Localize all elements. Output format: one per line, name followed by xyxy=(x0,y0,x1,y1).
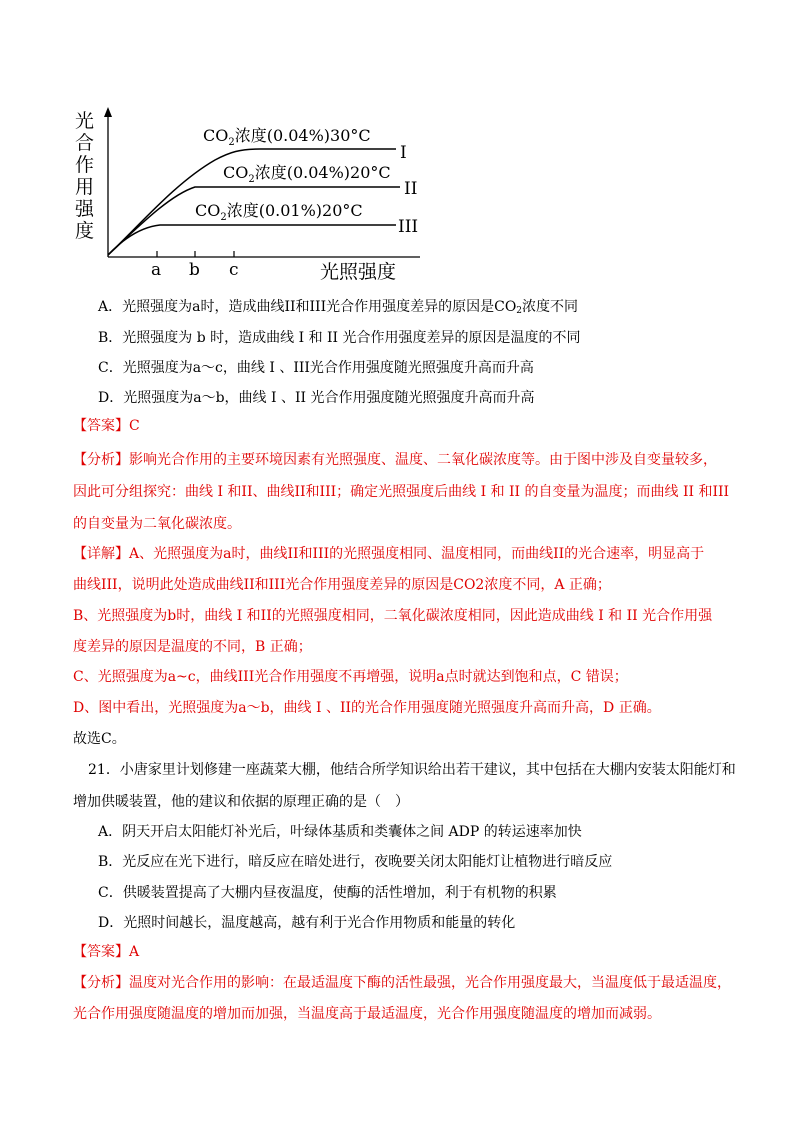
q20-option-b: B．光照强度为 b 时，造成曲线 I 和 II 光合作用强度差异的原因是温度的不同 xyxy=(98,330,581,346)
q21-option-d: D．光照时间越长，温度越高，越有利于光合作用物质和能量的转化 xyxy=(98,915,516,931)
curve-II-label xyxy=(223,163,391,185)
x-axis-label: 光照强度 xyxy=(320,261,397,283)
curve-III-label-prefix: CO xyxy=(195,201,221,220)
q21-option-c: C．供暖装置提高了大棚内昼夜温度，使酶的活性增加，利于有机物的积累 xyxy=(98,885,557,901)
q20-explanation-line: C、光照强度为a~c，曲线III光合作用强度不再增强，说明a点时就达到饱和点，C 错误； xyxy=(73,669,628,685)
curve-III xyxy=(108,225,396,255)
q20-analysis-line: 【分析】影响光合作用的主要环境因素有光照强度、温度、二氧化碳浓度等。由于图中涉及自变量较多， xyxy=(73,452,717,468)
curve-III-label xyxy=(195,201,363,223)
curve-II-label-sub: 2 xyxy=(248,174,255,185)
photosynthesis-graph xyxy=(70,105,430,285)
curve-I-label xyxy=(203,126,371,148)
q20-explanation-line: B、光照强度为b时，曲线 I 和II的光照强度相同，二氧化碳浓度相同，因此造成曲线 I 和 II 光合作用强 xyxy=(73,608,713,624)
q21-stem-line: 增加供暖装置，他的建议和依据的原理正确的是（ ） xyxy=(73,794,409,810)
curve-III-roman: III xyxy=(398,217,419,237)
curve-I-roman: I xyxy=(400,143,407,163)
curve-III-label-suffix: 浓度(0.01%)20°C xyxy=(226,201,363,220)
curve-II-label-suffix: 浓度(0.04%)20°C xyxy=(254,163,391,182)
curve-I-label-sub: 2 xyxy=(228,137,235,148)
x-tick-label-a: a xyxy=(151,260,162,280)
q20-analysis-line: 的自变量为二氧化碳浓度。 xyxy=(73,516,241,532)
q20-option-a-subscript: 2 xyxy=(516,306,523,316)
q21-option-a: A．阴天开启太阳能灯补光后，叶绿体基质和类囊体之间 ADP 的转运速率加快 xyxy=(98,824,582,840)
y-axis-label-char: 度 xyxy=(75,220,95,242)
q21-answer: 【答案】A xyxy=(73,944,140,960)
curve-I-label-suffix: 浓度(0.04%)30°C xyxy=(234,126,371,145)
q20-analysis-line: 因此可分组探究：曲线 I 和II、曲线II和III；确定光照强度后曲线 I 和 II 的自变量为温度；而曲线 II 和III xyxy=(73,484,730,500)
x-tick-label-c: c xyxy=(229,260,239,280)
q20-explanation-line: 【详解】A、光照强度为a时，曲线II和III的光照强度相同、温度相同，而曲线II的光合速率，明显高于 xyxy=(73,546,705,562)
y-axis-arrow xyxy=(104,107,112,117)
q21-stem-line: 21．小唐家里计划修建一座蔬菜大棚，他结合所学知识给出若干建议，其中包括在大棚内安装太阳能灯和 xyxy=(88,762,736,778)
q20-explanation-line: D、图中看出，光照强度为a～b，曲线 I 、II的光合作用强度随光照强度升高而升高，D 正确。 xyxy=(73,700,661,716)
q20-option-a xyxy=(98,297,800,321)
y-axis-label-char: 用 xyxy=(75,176,95,198)
y-axis-label-char: 强 xyxy=(75,198,95,220)
q20-explanation-line: 曲线III，说明此处造成曲线II和III光合作用强度差异的原因是CO2浓度不同，A 正确； xyxy=(73,577,611,593)
q20-answer: 【答案】C xyxy=(73,418,140,434)
y-axis-label-char: 光 xyxy=(75,110,95,132)
x-tick-label-b: b xyxy=(189,260,200,280)
q20-option-a-text: A．光照强度为a时，造成曲线II和III光合作用强度差异的原因是CO xyxy=(98,299,517,315)
curve-I-label-prefix: CO xyxy=(203,126,229,145)
q21-analysis-line: 【分析】温度对光合作用的影响：在最适温度下酶的活性最强，光合作用强度最大，当温度低于最适温度， xyxy=(73,975,731,991)
q20-option-c: C．光照强度为a～c，曲线 I 、III光合作用强度随光照强度升高而升高 xyxy=(98,360,534,376)
q20-option-d: D．光照强度为a～b，曲线 I 、II 光合作用强度随光照强度升高而升高 xyxy=(98,390,535,406)
q20-explanation-line: 度差异的原因是温度的不同，B 正确； xyxy=(73,639,312,655)
q21-option-b: B．光反应在光下进行，暗反应在暗处进行，夜晚要关闭太阳能灯让植物进行暗反应 xyxy=(98,854,613,870)
q20-option-a-tail: 浓度不同 xyxy=(522,299,579,315)
curve-III-label-sub: 2 xyxy=(220,212,227,223)
curve-II-label-prefix: CO xyxy=(223,163,249,182)
y-axis-label-char: 作 xyxy=(75,154,95,176)
curve-II xyxy=(108,187,400,255)
q21-analysis-line: 光合作用强度随温度的增加而加强，当温度高于最适温度，光合作用强度随温度的增加而减弱。 xyxy=(73,1006,661,1022)
curve-II-roman: II xyxy=(404,179,418,199)
q20-conclusion: 故选C。 xyxy=(73,731,126,747)
y-axis-label-char: 合 xyxy=(75,132,95,154)
